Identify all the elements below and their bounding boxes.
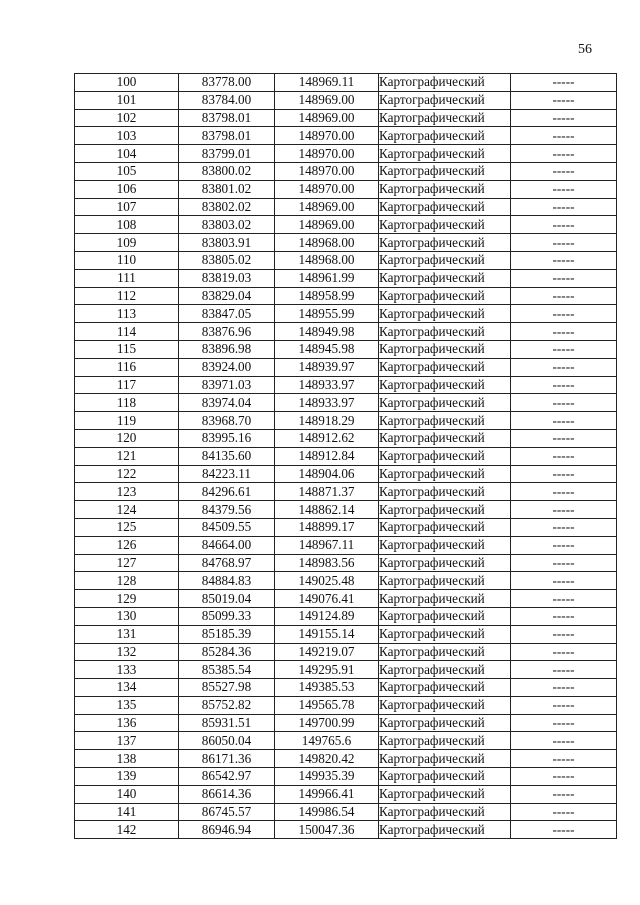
point-number-cell: 139 [75,768,179,786]
y-coordinate-cell: 148918.29 [275,412,379,430]
y-coordinate-cell: 149765.6 [275,732,379,750]
table-row [75,91,617,109]
point-number-cell: 140 [75,785,179,803]
x-coordinate-cell: 84296.61 [179,483,275,501]
y-coordinate-cell: 149966.41 [275,785,379,803]
table-row [75,768,617,786]
note-cell: ----- [511,145,617,163]
table-row [75,74,617,92]
point-number-cell: 125 [75,518,179,536]
x-coordinate-cell: 85527.98 [179,679,275,697]
point-number-cell: 119 [75,412,179,430]
point-number-cell: 138 [75,750,179,768]
method-cell: Картографический [379,287,511,305]
x-coordinate-cell: 83801.02 [179,180,275,198]
table-row [75,696,617,714]
note-cell: ----- [511,536,617,554]
point-number-cell: 127 [75,554,179,572]
note-cell: ----- [511,180,617,198]
y-coordinate-cell: 149025.48 [275,572,379,590]
note-cell: ----- [511,785,617,803]
note-cell: ----- [511,590,617,608]
x-coordinate-cell: 86050.04 [179,732,275,750]
x-coordinate-cell: 83819.03 [179,269,275,287]
table-row [75,162,617,180]
table-row [75,305,617,323]
table-row [75,590,617,608]
note-cell: ----- [511,91,617,109]
note-cell: ----- [511,269,617,287]
y-coordinate-cell: 150047.36 [275,821,379,839]
note-cell: ----- [511,696,617,714]
method-cell: Картографический [379,198,511,216]
table-row [75,287,617,305]
point-number-cell: 131 [75,625,179,643]
method-cell: Картографический [379,234,511,252]
x-coordinate-cell: 85185.39 [179,625,275,643]
note-cell: ----- [511,376,617,394]
table-row [75,750,617,768]
table-row [75,607,617,625]
y-coordinate-cell: 148968.00 [275,251,379,269]
y-coordinate-cell: 149124.89 [275,607,379,625]
point-number-cell: 105 [75,162,179,180]
x-coordinate-cell: 83800.02 [179,162,275,180]
x-coordinate-cell: 83805.02 [179,251,275,269]
y-coordinate-cell: 148967.11 [275,536,379,554]
table-row [75,483,617,501]
note-cell: ----- [511,501,617,519]
x-coordinate-cell: 85752.82 [179,696,275,714]
note-cell: ----- [511,340,617,358]
point-number-cell: 107 [75,198,179,216]
method-cell: Картографический [379,269,511,287]
note-cell: ----- [511,554,617,572]
method-cell: Картографический [379,518,511,536]
x-coordinate-cell: 85385.54 [179,661,275,679]
table-row [75,785,617,803]
y-coordinate-cell: 148871.37 [275,483,379,501]
point-number-cell: 142 [75,821,179,839]
point-number-cell: 130 [75,607,179,625]
table-row [75,465,617,483]
method-cell: Картографический [379,554,511,572]
note-cell: ----- [511,625,617,643]
x-coordinate-cell: 83847.05 [179,305,275,323]
point-number-cell: 128 [75,572,179,590]
method-cell: Картографический [379,109,511,127]
note-cell: ----- [511,127,617,145]
note-cell: ----- [511,714,617,732]
table-row [75,714,617,732]
point-number-cell: 134 [75,679,179,697]
method-cell: Картографический [379,91,511,109]
point-number-cell: 113 [75,305,179,323]
note-cell: ----- [511,358,617,376]
method-cell: Картографический [379,483,511,501]
note-cell: ----- [511,198,617,216]
note-cell: ----- [511,412,617,430]
note-cell: ----- [511,216,617,234]
method-cell: Картографический [379,768,511,786]
note-cell: ----- [511,465,617,483]
point-number-cell: 137 [75,732,179,750]
note-cell: ----- [511,109,617,127]
x-coordinate-cell: 84884.83 [179,572,275,590]
table-row [75,127,617,145]
x-coordinate-cell: 84509.55 [179,518,275,536]
table-row [75,679,617,697]
table-row [75,358,617,376]
point-number-cell: 136 [75,714,179,732]
x-coordinate-cell: 84135.60 [179,447,275,465]
table-row [75,145,617,163]
y-coordinate-cell: 149700.99 [275,714,379,732]
method-cell: Картографический [379,74,511,92]
point-number-cell: 102 [75,109,179,127]
method-cell: Картографический [379,340,511,358]
method-cell: Картографический [379,447,511,465]
y-coordinate-cell: 148862.14 [275,501,379,519]
method-cell: Картографический [379,536,511,554]
point-number-cell: 122 [75,465,179,483]
y-coordinate-cell: 148969.00 [275,198,379,216]
point-number-cell: 133 [75,661,179,679]
method-cell: Картографический [379,180,511,198]
y-coordinate-cell: 148968.00 [275,234,379,252]
table-row [75,429,617,447]
y-coordinate-cell: 148961.99 [275,269,379,287]
point-number-cell: 111 [75,269,179,287]
method-cell: Картографический [379,696,511,714]
table-row [75,394,617,412]
table-row [75,501,617,519]
y-coordinate-cell: 148969.11 [275,74,379,92]
method-cell: Картографический [379,607,511,625]
x-coordinate-cell: 86745.57 [179,803,275,821]
x-coordinate-cell: 85019.04 [179,590,275,608]
method-cell: Картографический [379,714,511,732]
point-number-cell: 135 [75,696,179,714]
note-cell: ----- [511,251,617,269]
note-cell: ----- [511,287,617,305]
coordinates-table [74,73,617,839]
table-row [75,340,617,358]
note-cell: ----- [511,429,617,447]
y-coordinate-cell: 149385.53 [275,679,379,697]
note-cell: ----- [511,447,617,465]
y-coordinate-cell: 148970.00 [275,180,379,198]
y-coordinate-cell: 149565.78 [275,696,379,714]
note-cell: ----- [511,661,617,679]
point-number-cell: 104 [75,145,179,163]
point-number-cell: 124 [75,501,179,519]
table-row [75,234,617,252]
method-cell: Картографический [379,251,511,269]
x-coordinate-cell: 83876.96 [179,323,275,341]
x-coordinate-cell: 84223.11 [179,465,275,483]
point-number-cell: 106 [75,180,179,198]
point-number-cell: 121 [75,447,179,465]
method-cell: Картографический [379,572,511,590]
method-cell: Картографический [379,661,511,679]
table-row [75,269,617,287]
x-coordinate-cell: 83798.01 [179,127,275,145]
point-number-cell: 112 [75,287,179,305]
method-cell: Картографический [379,305,511,323]
point-number-cell: 103 [75,127,179,145]
point-number-cell: 110 [75,251,179,269]
x-coordinate-cell: 83896.98 [179,340,275,358]
method-cell: Картографический [379,394,511,412]
x-coordinate-cell: 86542.97 [179,768,275,786]
table-row [75,536,617,554]
point-number-cell: 126 [75,536,179,554]
point-number-cell: 109 [75,234,179,252]
note-cell: ----- [511,803,617,821]
method-cell: Картографический [379,821,511,839]
y-coordinate-cell: 149076.41 [275,590,379,608]
point-number-cell: 141 [75,803,179,821]
table-row [75,643,617,661]
y-coordinate-cell: 148945.98 [275,340,379,358]
table-row [75,198,617,216]
method-cell: Картографический [379,501,511,519]
x-coordinate-cell: 83968.70 [179,412,275,430]
note-cell: ----- [511,305,617,323]
method-cell: Картографический [379,216,511,234]
y-coordinate-cell: 148904.06 [275,465,379,483]
x-coordinate-cell: 83803.02 [179,216,275,234]
table-row [75,216,617,234]
y-coordinate-cell: 149820.42 [275,750,379,768]
x-coordinate-cell: 83798.01 [179,109,275,127]
y-coordinate-cell: 148969.00 [275,216,379,234]
table-row [75,732,617,750]
note-cell: ----- [511,572,617,590]
method-cell: Картографический [379,323,511,341]
method-cell: Картографический [379,679,511,697]
method-cell: Картографический [379,127,511,145]
point-number-cell: 101 [75,91,179,109]
note-cell: ----- [511,234,617,252]
note-cell: ----- [511,518,617,536]
page-number: 56 [578,42,592,57]
x-coordinate-cell: 83924.00 [179,358,275,376]
x-coordinate-cell: 84664.00 [179,536,275,554]
point-number-cell: 116 [75,358,179,376]
y-coordinate-cell: 148933.97 [275,376,379,394]
note-cell: ----- [511,821,617,839]
note-cell: ----- [511,162,617,180]
method-cell: Картографический [379,732,511,750]
y-coordinate-cell: 148958.99 [275,287,379,305]
x-coordinate-cell: 83778.00 [179,74,275,92]
note-cell: ----- [511,643,617,661]
y-coordinate-cell: 148983.56 [275,554,379,572]
point-number-cell: 123 [75,483,179,501]
y-coordinate-cell: 148969.00 [275,109,379,127]
note-cell: ----- [511,679,617,697]
method-cell: Картографический [379,429,511,447]
note-cell: ----- [511,483,617,501]
point-number-cell: 118 [75,394,179,412]
method-cell: Картографический [379,803,511,821]
table-row [75,554,617,572]
point-number-cell: 114 [75,323,179,341]
method-cell: Картографический [379,643,511,661]
table-row [75,376,617,394]
x-coordinate-cell: 83995.16 [179,429,275,447]
x-coordinate-cell: 85931.51 [179,714,275,732]
table-row [75,821,617,839]
x-coordinate-cell: 84768.97 [179,554,275,572]
y-coordinate-cell: 148970.00 [275,127,379,145]
note-cell: ----- [511,750,617,768]
x-coordinate-cell: 86171.36 [179,750,275,768]
y-coordinate-cell: 148969.00 [275,91,379,109]
y-coordinate-cell: 148949.98 [275,323,379,341]
table-row [75,661,617,679]
method-cell: Картографический [379,625,511,643]
y-coordinate-cell: 148912.62 [275,429,379,447]
note-cell: ----- [511,732,617,750]
table-row [75,412,617,430]
y-coordinate-cell: 148933.97 [275,394,379,412]
point-number-cell: 117 [75,376,179,394]
table-row [75,447,617,465]
table-row [75,180,617,198]
x-coordinate-cell: 83974.04 [179,394,275,412]
method-cell: Картографический [379,376,511,394]
x-coordinate-cell: 83829.04 [179,287,275,305]
y-coordinate-cell: 148955.99 [275,305,379,323]
point-number-cell: 108 [75,216,179,234]
table-row [75,323,617,341]
method-cell: Картографический [379,750,511,768]
point-number-cell: 100 [75,74,179,92]
note-cell: ----- [511,394,617,412]
x-coordinate-cell: 83803.91 [179,234,275,252]
y-coordinate-cell: 148899.17 [275,518,379,536]
y-coordinate-cell: 148912.84 [275,447,379,465]
x-coordinate-cell: 85099.33 [179,607,275,625]
method-cell: Картографический [379,590,511,608]
table-row [75,572,617,590]
y-coordinate-cell: 148939.97 [275,358,379,376]
method-cell: Картографический [379,785,511,803]
y-coordinate-cell: 149155.14 [275,625,379,643]
x-coordinate-cell: 83802.02 [179,198,275,216]
note-cell: ----- [511,323,617,341]
table-row [75,625,617,643]
x-coordinate-cell: 83784.00 [179,91,275,109]
method-cell: Картографический [379,145,511,163]
y-coordinate-cell: 149219.07 [275,643,379,661]
y-coordinate-cell: 149935.39 [275,768,379,786]
point-number-cell: 120 [75,429,179,447]
point-number-cell: 132 [75,643,179,661]
x-coordinate-cell: 85284.36 [179,643,275,661]
point-number-cell: 129 [75,590,179,608]
table-row [75,251,617,269]
note-cell: ----- [511,768,617,786]
coordinates-table-body [75,74,617,839]
y-coordinate-cell: 148970.00 [275,145,379,163]
y-coordinate-cell: 149295.91 [275,661,379,679]
method-cell: Картографический [379,358,511,376]
point-number-cell: 115 [75,340,179,358]
table-row [75,803,617,821]
method-cell: Картографический [379,162,511,180]
method-cell: Картографический [379,412,511,430]
note-cell: ----- [511,74,617,92]
y-coordinate-cell: 149986.54 [275,803,379,821]
note-cell: ----- [511,607,617,625]
x-coordinate-cell: 83971.03 [179,376,275,394]
method-cell: Картографический [379,465,511,483]
table-row [75,518,617,536]
x-coordinate-cell: 86614.36 [179,785,275,803]
x-coordinate-cell: 86946.94 [179,821,275,839]
x-coordinate-cell: 83799.01 [179,145,275,163]
y-coordinate-cell: 148970.00 [275,162,379,180]
table-row [75,109,617,127]
x-coordinate-cell: 84379.56 [179,501,275,519]
